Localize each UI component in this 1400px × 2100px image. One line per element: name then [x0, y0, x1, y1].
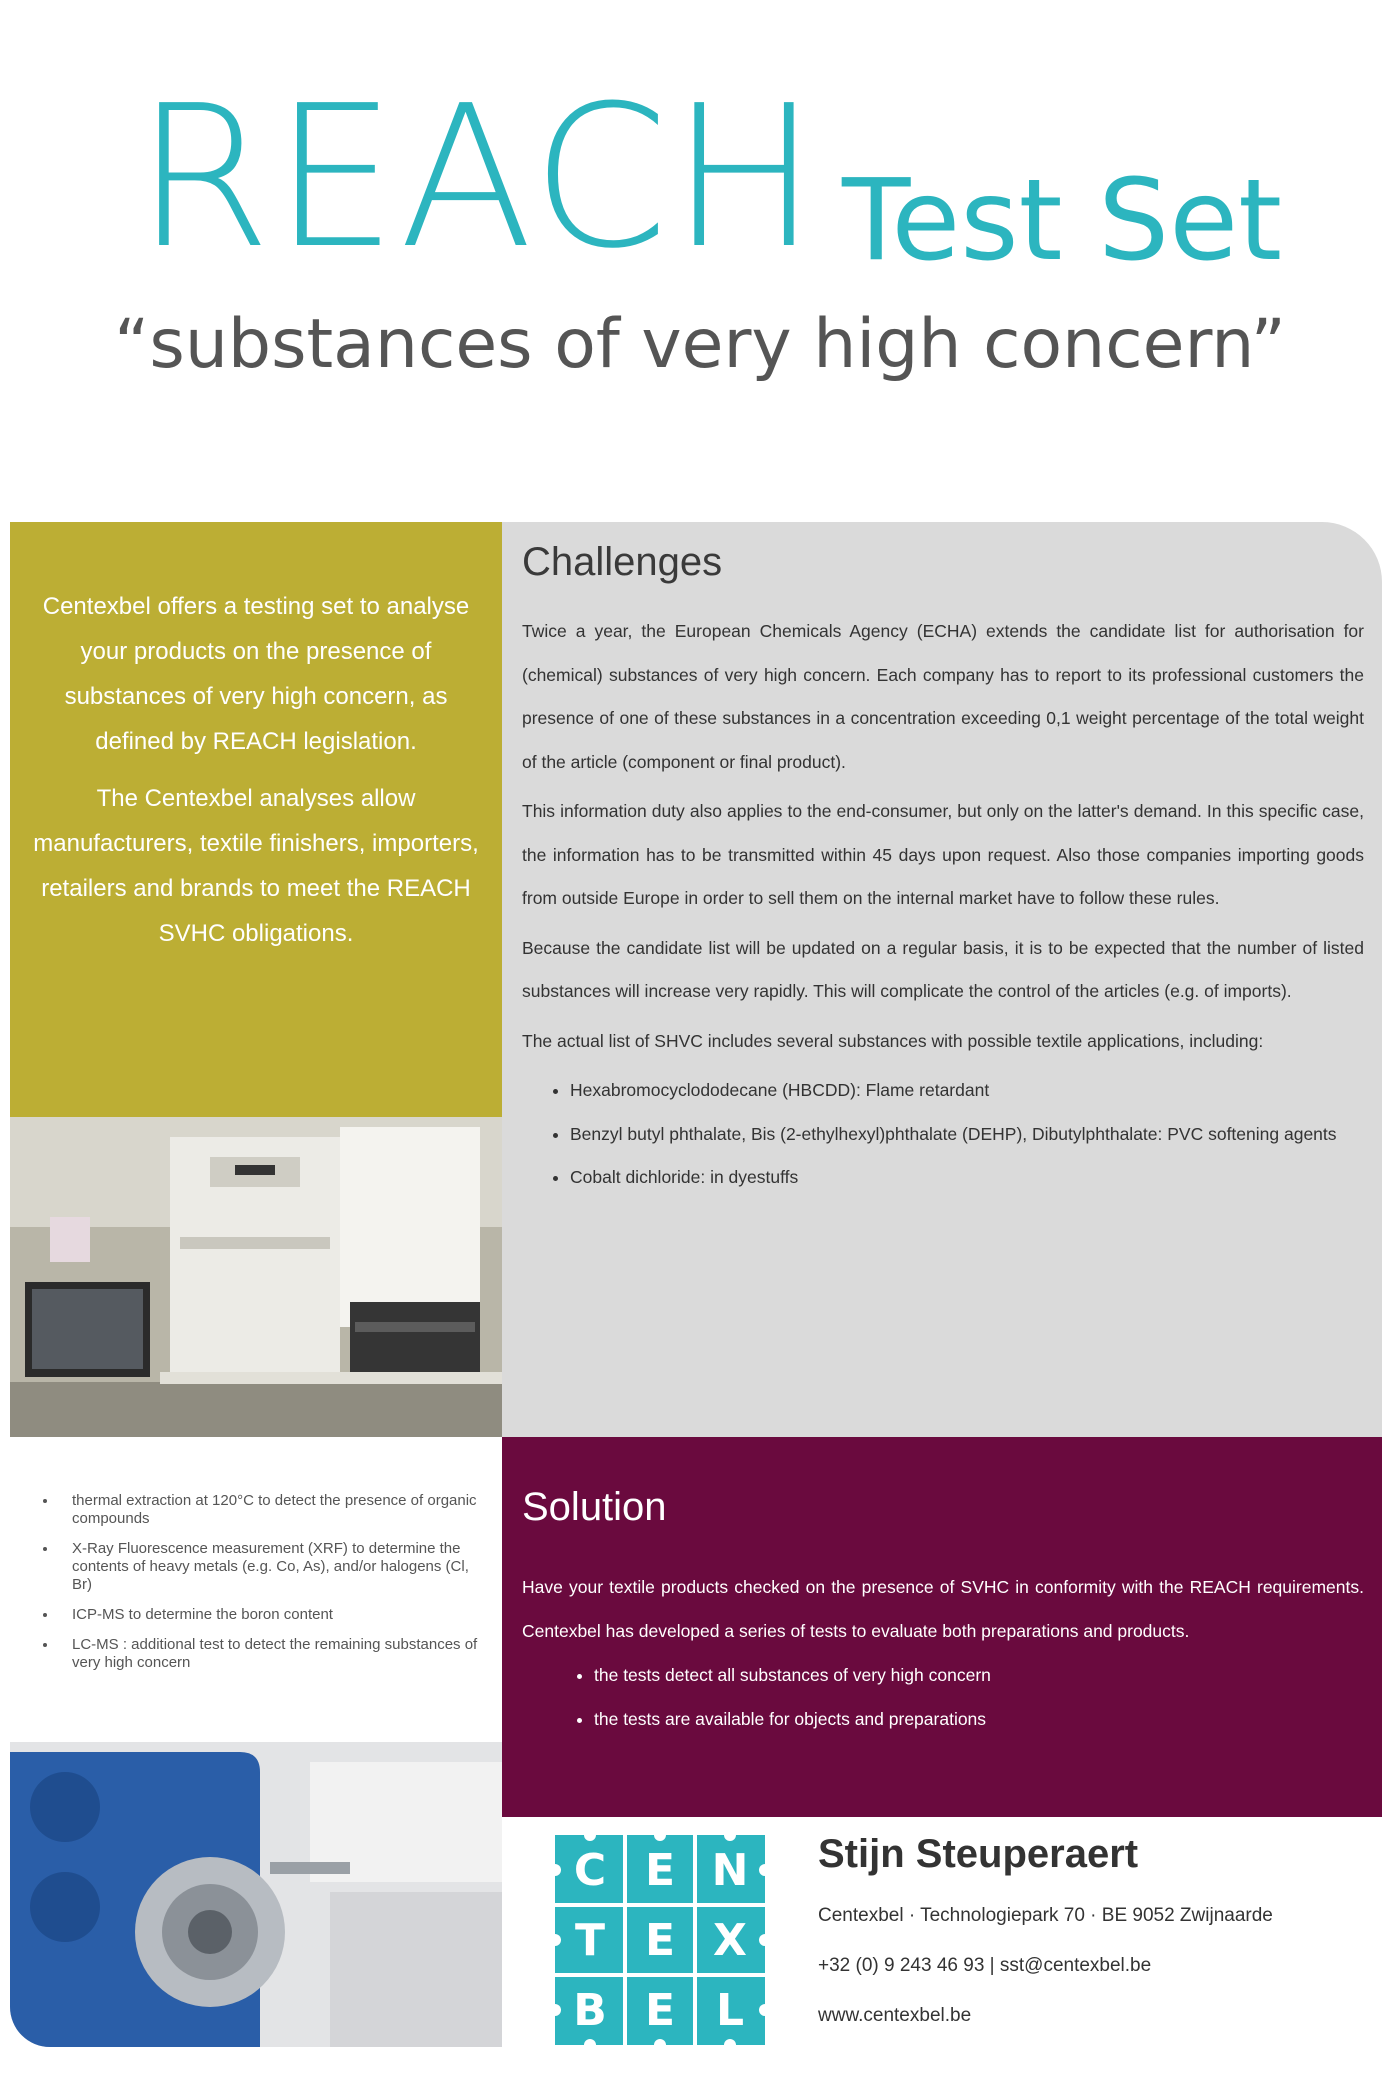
challenges-paragraph: This information duty also applies to the end-consumer, but only on the latter's demand. In this specific case, the information has to be transmitted within 45 days upon request. Also those companies importing goods from outside Europe in order to sell them on the internal market have to follow these rules. [522, 801, 1364, 908]
mass-spectrometer-illustration [10, 1742, 502, 2047]
methods-list-item: • X-Ray Fluorescence measurement (XRF) to determine the contents of heavy metals (e.g. Co, As), and/or halogens (Cl, Br) [58, 1540, 482, 1594]
solution-body [522, 1565, 1364, 1741]
logo-letter: E [644, 1984, 676, 2036]
logo-letter: N [711, 1844, 749, 1896]
methods-list-item: • LC-MS : additional test to detect the remaining substances of very high concern [58, 1636, 482, 1672]
logo-letter: B [573, 1984, 607, 2036]
solution-list [522, 1653, 1364, 1741]
centexbel-logo [555, 1835, 765, 2045]
tagline: “substances of very high concern” [114, 305, 1286, 384]
lab-photo-mass-spectrometer [10, 1742, 502, 2047]
svhc-list-item: • Benzyl butyl phthalate, Bis (2-ethylhexyl)phthalate (DEHP), Dibutylphthalate: PVC softening agents [570, 1113, 1364, 1157]
methods-panel [10, 1437, 502, 1742]
svhc-list [522, 1069, 1364, 1200]
logo-letter: E [644, 1914, 676, 1966]
logo-letter: L [715, 1984, 745, 2036]
contact-website-link[interactable]: www.centexbel.be [818, 2005, 972, 2026]
challenges-paragraph: Because the candidate list will be updated on a regular basis, it is to be expected that the number of listed substances will increase very rapidly. This will complicate the control of the articles (e.g. of imports). [522, 937, 1364, 1001]
contact-address: Centexbel · Technologiepark 70 · BE 9052 Zwijnaarde [818, 1905, 1273, 1926]
solution-list-item: • the tests are available for objects and preparations [594, 1697, 1364, 1741]
logo-letter: C [573, 1844, 607, 1896]
logo-letter: X [713, 1914, 747, 1966]
title-reach: REACH [135, 64, 820, 292]
contact-phone-email[interactable]: +32 (0) 9 243 46 93 | sst@centexbel.be [818, 1955, 1152, 1976]
intro-paragraph: The Centexbel analyses allow manufacturers, textile finishers, importers, retailers and brands to meet the REACH SVHC obligations. [33, 785, 479, 947]
solution-heading: Solution [522, 1485, 667, 1529]
lab-photo-instrument [10, 1117, 502, 1437]
lab-photo-illustration [10, 1117, 502, 1437]
methods-list-item: • thermal extraction at 120°C to detect the presence of organic compounds [58, 1492, 482, 1528]
intro-panel [10, 522, 502, 1117]
solution-panel [502, 1437, 1382, 1817]
contact-name: Stijn Steuperaert [818, 1832, 1139, 1876]
challenges-heading: Challenges [522, 540, 723, 584]
logo-letter: T [574, 1914, 605, 1966]
challenges-panel [502, 522, 1382, 1437]
solution-paragraph: Have your textile products checked on the presence of SVHC in conformity with the REACH requirements. Centexbel has developed a series of tests to evaluate both preparations and products. [522, 1577, 1364, 1641]
challenges-body [522, 610, 1364, 1200]
intro-text [10, 522, 502, 956]
challenges-paragraph: The actual list of SHVC includes several substances with possible textile applications, including: [522, 1030, 1264, 1051]
methods-list-item: • ICP-MS to determine the boron content [58, 1606, 482, 1624]
solution-list-item: • the tests detect all substances of very high concern [594, 1653, 1364, 1697]
intro-paragraph: Centexbel offers a testing set to analyse your products on the presence of substances of very high concern, as defined by REACH legislation. [42, 593, 470, 755]
logo-letter: E [644, 1844, 676, 1896]
challenges-paragraph: Twice a year, the European Chemicals Agency (ECHA) extends the candidate list for authorisation for (chemical) substances of very high concern. Each company has to report to its professional customers the presence of one of these substances in a concentration exceeding 0,1 weight percentage of the total weight of the article (component or final product). [522, 621, 1364, 772]
methods-list [10, 1437, 502, 1672]
title-test-set: Test Set [842, 156, 1283, 286]
svhc-list-item: • Hexabromocyclododecane (HBCDD): Flame retardant [570, 1069, 1364, 1113]
svhc-list-item: • Cobalt dichloride: in dyestuffs [570, 1156, 1364, 1200]
